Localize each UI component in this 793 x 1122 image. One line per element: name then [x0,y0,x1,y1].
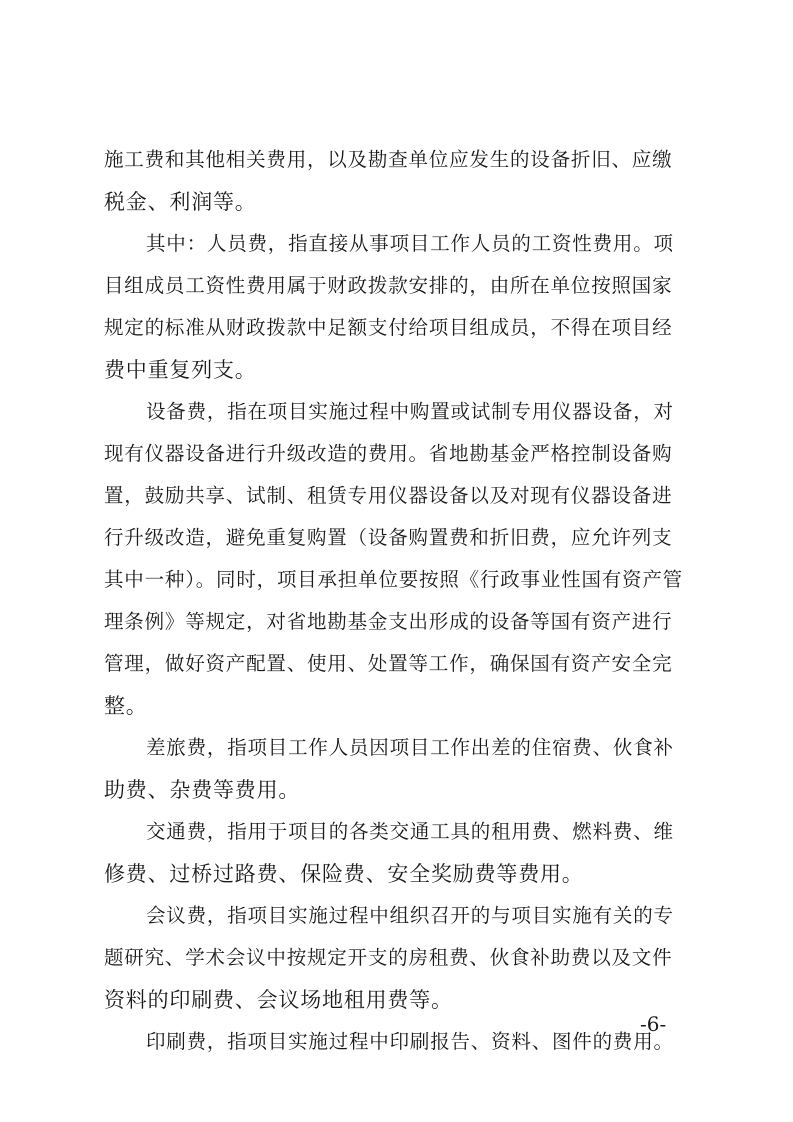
text-line: 资料的印刷费、会议场地租用费等。 [104,988,453,1012]
page-number: -6- [640,1012,667,1036]
text-line: 管理，做好资产配置、使用、处置等工作，确保国有资产安全完 [104,652,673,675]
text-line: 会议费，指项目实施过程中组织召开的与项目实施有关的专 [146,904,674,927]
text-line: 理条例》等规定，对省地勘基金支出形成的设备等国有资产进行 [104,610,673,633]
text-line: 助费、杂费等费用。 [104,778,301,802]
text-line: 其中一种）。同时，项目承担单位要按照《行政事业性国有资产管 [104,568,683,591]
text-line: 整。 [104,694,148,718]
text-line: 施工费和其他相关费用，以及勘查单位应发生的设备折旧、应缴 [104,148,673,171]
text-line: 费中重复列支。 [104,358,257,382]
text-line: 其中：人员费，指直接从事项目工作人员的工资性费用。项 [146,232,674,255]
text-line: 现有仪器设备进行升级改造的费用。省地勘基金严格控制设备购 [104,442,673,465]
text-line: 置，鼓励共享、试制、租赁专用仪器设备以及对现有仪器设备进 [104,484,673,507]
text-line: 目组成员工资性费用属于财政拨款安排的，由所在单位按照国家 [104,274,673,297]
text-line: 修费、过桥过路费、保险费、安全奖励费等费用。 [104,862,584,886]
text-line: 印刷费，指项目实施过程中印刷报告、资料、图件的费用。 [146,1030,674,1053]
text-line: 行升级改造，避免重复购置（设备购置费和折旧费，应允许列支 [104,526,673,549]
text-line: 交通费，指用于项目的各类交通工具的租用费、燃料费、维 [146,820,674,843]
text-line: 设备费，指在项目实施过程中购置或试制专用仪器设备，对 [146,400,674,423]
text-line: 税金、利润等。 [104,190,257,214]
text-line: 差旅费，指项目工作人员因项目工作出差的住宿费、伙食补 [146,736,674,759]
text-line: 题研究、学术会议中按规定开支的房租费、伙食补助费以及文件 [104,946,673,969]
text-line: 规定的标准从财政拨款中足额支付给项目组成员，不得在项目经 [104,316,673,339]
